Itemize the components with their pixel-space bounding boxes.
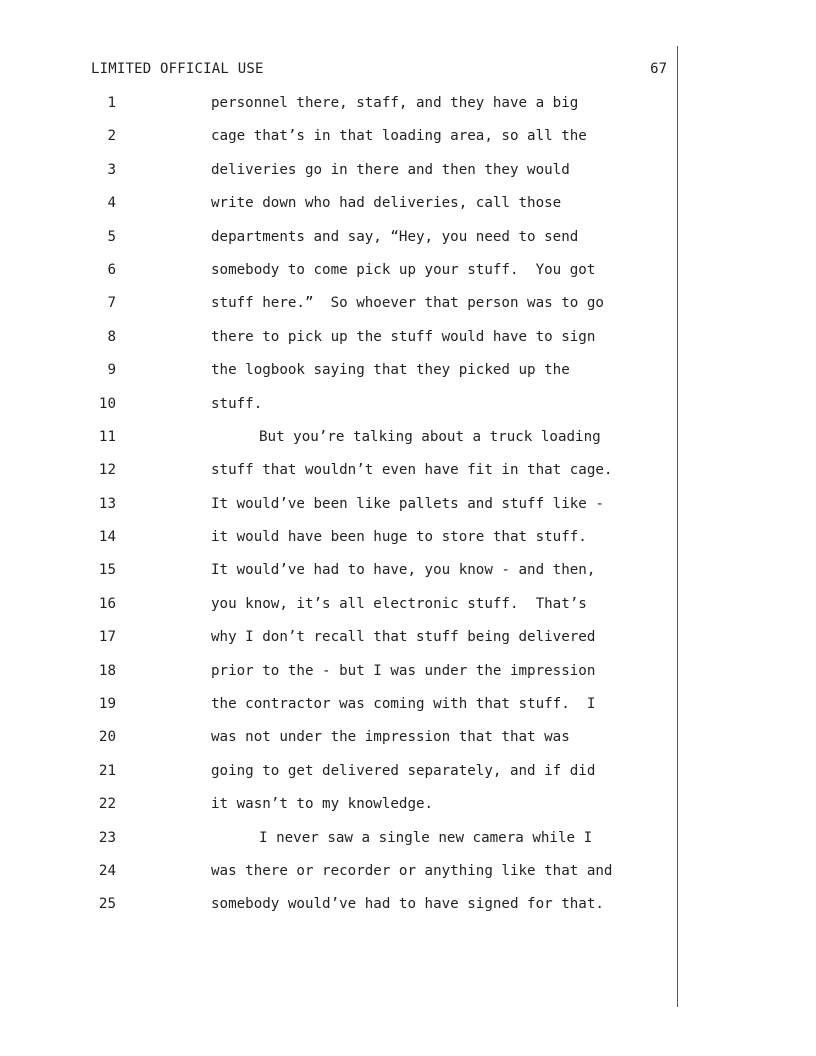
line-number: 11	[98, 428, 116, 445]
line-text: cage that’s in that loading area, so all the	[211, 128, 587, 145]
line-number: 21	[98, 762, 116, 779]
line-number: 14	[98, 529, 116, 546]
line-number: 12	[98, 462, 116, 479]
line-number: 15	[98, 562, 116, 579]
line-text: it would have been huge to store that stuff.	[211, 529, 587, 546]
line-text: it wasn’t to my knowledge.	[211, 796, 434, 813]
line-text: prior to the - but I was under the impression	[211, 662, 596, 679]
transcript-line	[0, 328, 676, 361]
transcript-line	[0, 561, 676, 594]
line-text: departments and say, “Hey, you need to send	[211, 228, 579, 245]
line-text: somebody would’ve had to have signed for that.	[211, 896, 604, 913]
line-number: 3	[107, 161, 116, 178]
page-number: 67	[650, 61, 667, 77]
line-text: deliveries go in there and then they would	[211, 161, 570, 178]
line-text: you know, it’s all electronic stuff. That’s	[211, 595, 587, 612]
line-number: 9	[107, 362, 116, 379]
line-text: going to get delivered separately, and if did	[211, 762, 596, 779]
line-number: 20	[98, 729, 116, 746]
line-text: the contractor was coming with that stuff. I	[211, 696, 596, 713]
line-number: 8	[107, 328, 116, 345]
line-number: 2	[107, 128, 116, 145]
transcript-line	[0, 194, 676, 227]
transcript-line	[0, 795, 676, 828]
line-text: stuff that wouldn’t even have fit in that cage.	[211, 462, 613, 479]
line-text: stuff here.” So whoever that person was to go	[211, 295, 604, 312]
line-text: somebody to come pick up your stuff. You got	[211, 261, 596, 278]
line-text: stuff.	[211, 395, 263, 412]
line-number: 6	[107, 261, 116, 278]
line-text: the logbook saying that they picked up the	[211, 362, 570, 379]
line-number: 25	[98, 896, 116, 913]
line-text: It would’ve been like pallets and stuff like -	[211, 495, 604, 512]
transcript-line	[0, 461, 676, 494]
transcript-line	[0, 595, 676, 628]
transcript-line	[0, 762, 676, 795]
transcript-line	[0, 862, 676, 895]
transcript-line	[0, 528, 676, 561]
line-number: 10	[98, 395, 116, 412]
line-text: I never saw a single new camera while I	[259, 829, 593, 846]
line-number: 7	[107, 295, 116, 312]
line-number: 4	[107, 195, 116, 212]
transcript-line	[0, 495, 676, 528]
line-text: was not under the impression that that was	[211, 729, 570, 746]
line-number: 1	[107, 95, 116, 111]
transcript-line	[0, 395, 676, 428]
line-text: why I don’t recall that stuff being delivered	[211, 629, 596, 646]
line-number: 13	[98, 495, 116, 512]
transcript-line	[0, 829, 676, 862]
transcript-line	[0, 94, 676, 127]
transcript-line	[0, 228, 676, 261]
transcript-line	[0, 361, 676, 394]
transcript-line	[0, 662, 676, 695]
line-number: 19	[98, 696, 116, 713]
transcript-line	[0, 628, 676, 661]
line-text: But you’re talking about a truck loading	[259, 428, 601, 445]
line-number: 16	[98, 595, 116, 612]
transcript-line	[0, 895, 676, 928]
line-text: write down who had deliveries, call those	[211, 195, 562, 212]
line-text: there to pick up the stuff would have to sign	[211, 328, 596, 345]
transcript-lines	[0, 94, 676, 929]
right-margin-rule	[677, 46, 678, 1007]
line-number: 18	[98, 662, 116, 679]
transcript-line	[0, 127, 676, 160]
transcript-line	[0, 161, 676, 194]
line-number: 23	[98, 829, 116, 846]
transcript-line	[0, 728, 676, 761]
classification-header: LIMITED OFFICIAL USE	[91, 61, 264, 77]
line-text: was there or recorder or anything like that and	[211, 862, 613, 879]
line-number: 5	[107, 228, 116, 245]
line-text: It would’ve had to have, you know - and then,	[211, 562, 596, 579]
line-number: 24	[98, 862, 116, 879]
line-text: personnel there, staff, and they have a big	[211, 95, 579, 111]
line-number: 17	[98, 629, 116, 646]
transcript-line	[0, 695, 676, 728]
transcript-line	[0, 294, 676, 327]
transcript-line	[0, 261, 676, 294]
transcript-line	[0, 428, 676, 461]
line-number: 22	[98, 796, 116, 813]
